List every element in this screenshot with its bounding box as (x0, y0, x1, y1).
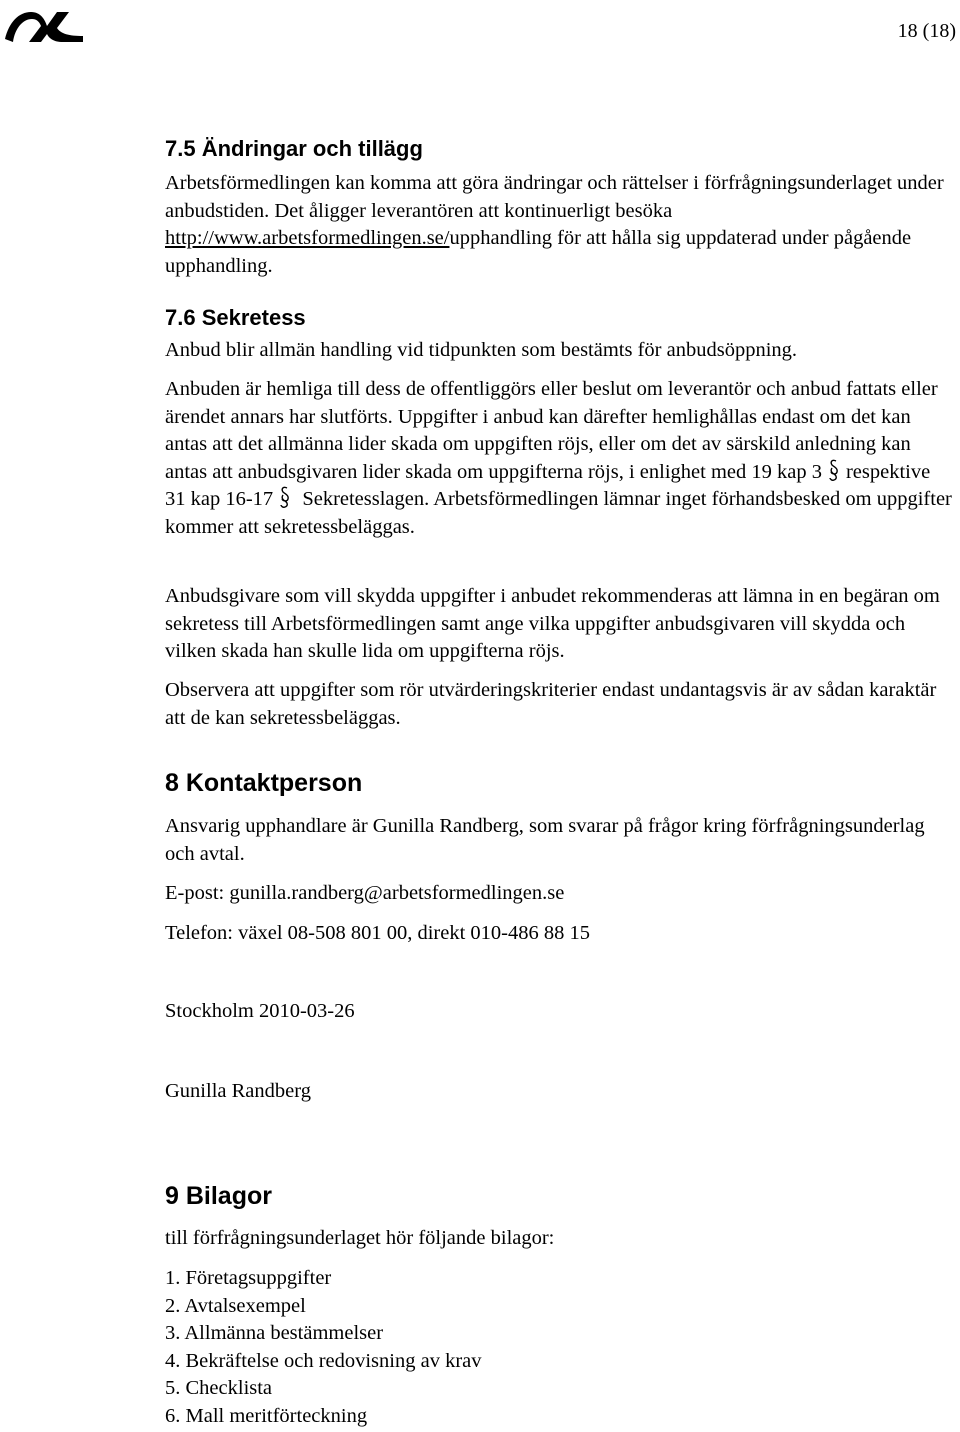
section-sign-icon (280, 486, 290, 508)
contact-paragraph: Ansvarig upphandlare är Gunilla Randberg, som svarar på frågor kring förfrågningsunderlag och avtal. (165, 815, 925, 865)
list-item: 5. Checklista (165, 1377, 273, 1400)
paragraph-text: respektive 31 kap 16-17 (165, 460, 931, 511)
list-item: 3. Allmänna bestämmelser (165, 1322, 384, 1345)
section-9-heading: 9 Bilagor (165, 1182, 272, 1210)
contact-phone: Telefon: växel 08-508 801 00, direkt 010-486 88 15 (165, 922, 590, 944)
section-7-5-heading: 7.5 Ändringar och tillägg (165, 136, 423, 161)
list-item: 4. Bekräftelse och redovisning av krav (165, 1349, 482, 1372)
secrecy-paragraph-3: Anbudsgivare som vill skydda uppgifter i anbudet rekommenderas att lämna in en begäran om sekretess till Arbetsförmedlingen samt ange vilka uppgifter anbudsgivaren vill skydda och vilken skada han skulle lida om uppgifterna röjs. (165, 585, 940, 663)
list-item: 1. Företagsuppgifter (165, 1267, 332, 1289)
place-date: Stockholm 2010-03-26 (165, 1000, 355, 1022)
page-number: 18 (18) (897, 20, 956, 42)
secrecy-paragraph-4: Observera att uppgifter som rör utvärderingskriterier endast undantagsvis är av sådan karaktär att de kan sekretessbeläggas. (165, 679, 937, 729)
attachments-list (165, 1265, 482, 1431)
section-7-6-heading: 7.6 Sekretess (165, 305, 306, 330)
secrecy-paragraph-2 (165, 376, 955, 542)
section-7-5-paragraph (165, 170, 955, 280)
af-logo-icon (5, 6, 83, 42)
section-8-heading: 8 Kontaktperson (165, 769, 363, 797)
paragraph-text: Sekretesslagen. Arbetsförmedlingen lämnar inget förhandsbesked om uppgifter kommer att sekretessbeläggas. (165, 488, 952, 538)
contact-email: E-post: gunilla.randberg@arbetsformedlingen.se (165, 882, 565, 904)
paragraph-text: Anbuden är hemliga till dess de offentliggörs eller beslut om leverantör och anbud fattats eller ärendet annars har slutförts. Uppgifter i anbud kan därefter hemlighållas endast om det kan antas att det allmänna lider skada om uppgiften röjs, eller om det av särskild anledning kan antas att anbudsgivaren lider skada om uppgifterna röjs, i enlighet med 19 kap 3 (165, 378, 938, 483)
signature-name: Gunilla Randberg (165, 1080, 311, 1102)
paragraph-text: upphandling för att hålla sig uppdaterad under pågående upphandling. (165, 227, 912, 277)
section-sign-icon (829, 459, 839, 481)
list-item: 2. Avtalsexempel (165, 1294, 306, 1317)
attachments-intro: till förfrågningsunderlaget hör följande bilagor: (165, 1227, 555, 1249)
website-link[interactable]: http://www.arbetsformedlingen.se/ (165, 227, 450, 250)
paragraph-text: Arbetsförmedlingen kan komma att göra ändringar och rättelser i förfrågningsunderlaget under anbudstiden. Det åligger leverantören att kontinuerligt besöka (165, 172, 944, 222)
list-item: 6. Mall meritförteckning (165, 1404, 368, 1427)
secrecy-paragraph-1: Anbud blir allmän handling vid tidpunkten som bestämts för anbudsöppning. (165, 339, 798, 361)
